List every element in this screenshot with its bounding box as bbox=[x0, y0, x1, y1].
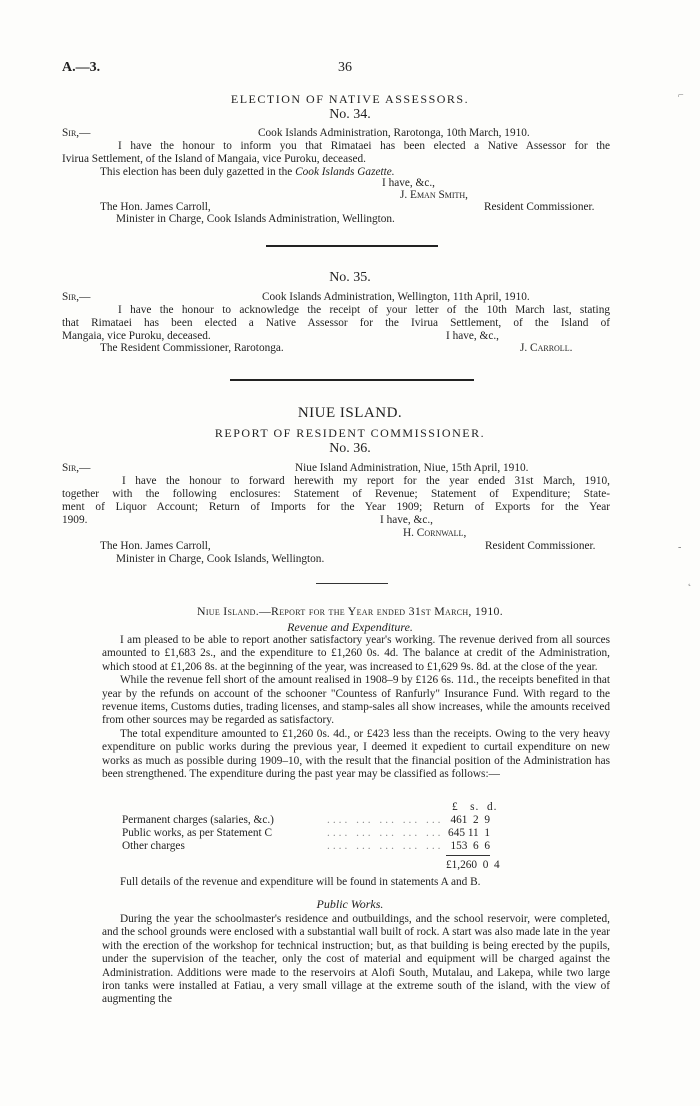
paragraph: I am pleased to be able to report another satisfactory year's working. The revenue derived from all sources amounted to £1,683 2s., and the expenditure to £1,260 0s. 4d. The balance at credit of the Administration, which stood at £1,206 8s. at the beginning of the year, was increased to £1,629 9s. 8d. at the close of the year. bbox=[102, 634, 610, 673]
document-reference: A.—3. bbox=[62, 60, 101, 75]
salutation: Sir,— bbox=[62, 291, 91, 303]
row-label: Permanent charges (salaries, &c.) bbox=[122, 814, 274, 826]
row-amount: 461 2 9 bbox=[450, 814, 490, 826]
letter-line: 1909. bbox=[62, 514, 88, 526]
dateline: Cook Islands Administration, Wellington, 11th April, 1910. bbox=[262, 291, 530, 303]
signatory-role: Resident Commissioner. bbox=[485, 540, 596, 552]
row-label: Public works, as per Statement C bbox=[122, 827, 272, 839]
table-row bbox=[122, 814, 490, 827]
leader-dots: .... ... ... ... ... bbox=[327, 827, 444, 839]
report-body bbox=[102, 913, 610, 1007]
table-row bbox=[122, 827, 490, 840]
letter-line: Ivirua Settlement, of the Island of Mangaia, vice Puroku, deceased. bbox=[62, 153, 366, 165]
salutation: Sir,— bbox=[62, 127, 91, 139]
subsection-heading-public-works: Public Works. bbox=[316, 897, 384, 911]
margin-mark: ˛ bbox=[688, 576, 692, 587]
table-currency-header: £ s. d. bbox=[452, 801, 498, 813]
row-label: Other charges bbox=[122, 840, 185, 852]
letter-number-35: No. 35. bbox=[329, 270, 371, 285]
letter-closing: I have, &c., bbox=[380, 514, 434, 526]
signatory-role: Resident Commissioner. bbox=[484, 201, 595, 213]
section-heading-niue: NIUE ISLAND. bbox=[297, 405, 403, 421]
dateline: Niue Island Administration, Niue, 15th April, 1910. bbox=[295, 462, 529, 474]
leader-dots: .... ... ... ... ... bbox=[327, 840, 444, 852]
dateline: Cook Islands Administration, Rarotonga, 10th March, 1910. bbox=[258, 127, 530, 139]
letter-closing: I have, &c., bbox=[446, 330, 500, 342]
total-rule bbox=[446, 855, 490, 856]
addressee: The Resident Commissioner, Rarotonga. bbox=[100, 342, 284, 354]
margin-mark: ⌐ bbox=[678, 90, 684, 101]
addressee: The Hon. James Carroll, bbox=[100, 201, 211, 213]
row-amount: 645 11 1 bbox=[448, 827, 490, 839]
row-amount: 153 6 6 bbox=[450, 840, 490, 852]
letter-number-34: No. 34. bbox=[329, 107, 371, 122]
letter-line: Mangaia, vice Puroku, deceased. bbox=[62, 330, 211, 342]
section-divider bbox=[316, 583, 388, 584]
signatory: J. Carroll. bbox=[520, 342, 573, 354]
paragraph: The total expenditure amounted to £1,260 0s. 4d., or £423 less than the receipts. Owing to the very heavy expenditure on public works during the previous year, I deemed it expedient to curtail expenditure on new works as much as possible during 1909–10, with the result that the financial position of the Administration has been strengthened. The expenditure during the past year may be classified as follows:— bbox=[102, 727, 610, 781]
addressee-role: Minister in Charge, Cook Islands, Wellington. bbox=[116, 553, 325, 565]
letter-line: that Rimataei has been elected a Native Assessor for the Ivirua Settlement, of the Island of bbox=[62, 317, 610, 329]
page-number: 36 bbox=[338, 60, 352, 75]
paragraph: While the revenue fell short of the amount realised in 1908–9 by £126 6s. 11d., the receipts benefited in that year by the refunds on account of the schooner "Countess of Ranfurly" Insurance Fund. With regard to the revenue items, Customs duties, trading licenses, and stamp-sales all show increases, while the amounts received from other sources may be regarded as satisfactory. bbox=[102, 674, 610, 727]
letter-number-36: No. 36. bbox=[329, 441, 371, 456]
section-heading-election: ELECTION OF NATIVE ASSESSORS. bbox=[230, 92, 470, 106]
report-title: Niue Island.—Report for the Year ended 31st March, 1910. bbox=[197, 604, 503, 618]
paragraph: During the year the schoolmaster's residence and outbuildings, and the school reservoir, were completed, and the school grounds were enclosed with a substantial wall built of rock. A start was also made late in the year with the erection of the workshop for technical instruction; but, as that building is being erected by the pupils, under the supervision of the teacher, only the cost of material and equipment will be charged against the Administration. Additions were made to the reservoirs at Alofi South, Mutalau, and Lakepa, while two large iron tanks were installed at Fatiau, a very small village at the extreme south of the island, with the view of augmenting the bbox=[102, 913, 610, 1006]
paragraph: Full details of the revenue and expenditure will be found in statements A and B. bbox=[120, 876, 481, 888]
section-divider bbox=[266, 245, 438, 247]
letter-line: ment of Liquor Account; Return of Imports for the Year 1909; Return of Exports for the Year bbox=[62, 501, 610, 513]
subsection-heading-revenue: Revenue and Expenditure. bbox=[287, 620, 413, 634]
section-divider bbox=[230, 379, 474, 381]
letter-closing: I have, &c., bbox=[382, 177, 436, 189]
report-subheading: REPORT OF RESIDENT COMMISSIONER. bbox=[214, 426, 486, 440]
letter-line: I have the honour to forward herewith my report for the year ended 31st March, 1910, bbox=[122, 475, 610, 487]
signatory: J. Eman Smith, bbox=[400, 189, 468, 201]
table-row bbox=[122, 840, 490, 853]
addressee: The Hon. James Carroll, bbox=[100, 540, 211, 552]
addressee-role: Minister in Charge, Cook Islands Administration, Wellington. bbox=[116, 213, 395, 225]
letter-line: I have the honour to inform you that Rimataei has been elected a Native Assessor for the bbox=[118, 140, 610, 152]
table-total: £1,260 0 4 bbox=[446, 859, 500, 871]
leader-dots: .... ... ... ... ... bbox=[327, 814, 444, 826]
report-body bbox=[102, 634, 610, 781]
margin-mark: - bbox=[678, 542, 682, 553]
letter-line: I have the honour to acknowledge the receipt of your letter of the 10th March last, stating bbox=[118, 304, 610, 316]
salutation: Sir,— bbox=[62, 462, 91, 474]
letter-line: This election has been duly gazetted in the Cook Islands Gazette. bbox=[100, 166, 395, 178]
signatory: H. Cornwall, bbox=[403, 527, 467, 539]
letter-line: together with the following enclosures: Statement of Revenue; Statement of Expenditure; State- bbox=[62, 488, 610, 500]
